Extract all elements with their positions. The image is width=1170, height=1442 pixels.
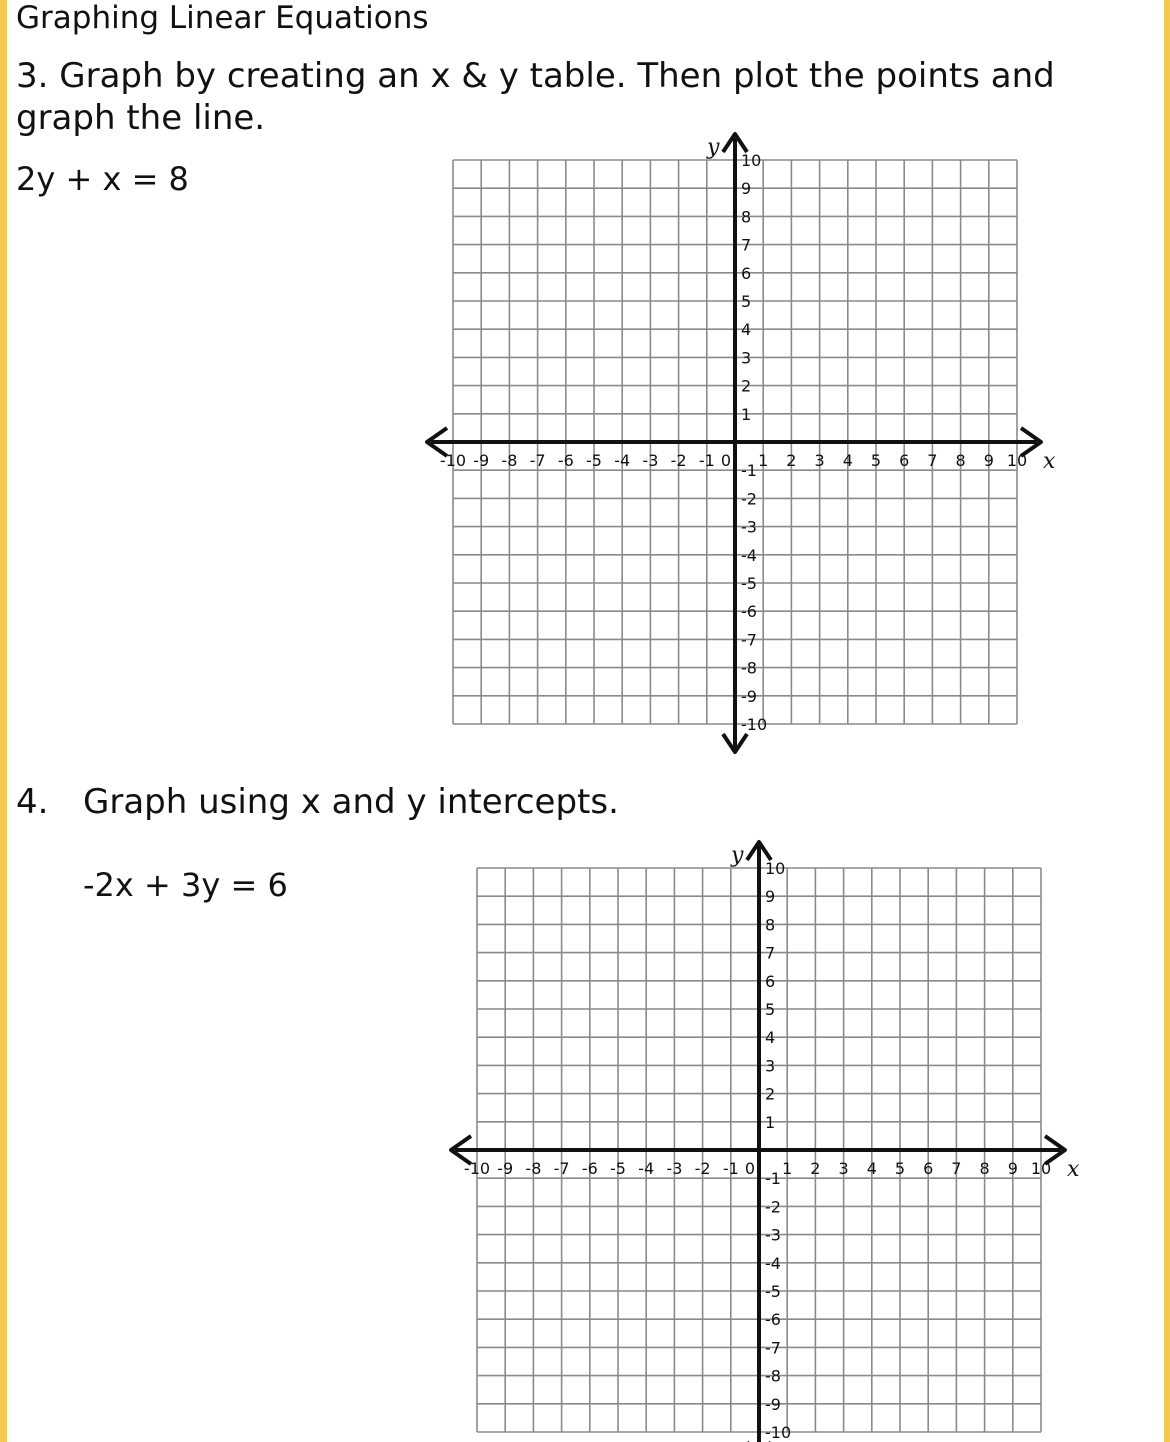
graph2-y-tick-label: 6 [765,971,776,991]
graph2-x-tick-label: -5 [610,1159,626,1178]
problem-3-equation: 2y + x = 8 [16,160,189,198]
graph2-y-tick-label: -2 [765,1197,781,1217]
graph1-y-tick-label: -6 [741,602,757,622]
graph2-x-tick-label: -3 [666,1159,683,1178]
graph1-y-tick-label: 3 [741,348,752,368]
graph2-x-tick-label: -9 [497,1159,514,1178]
graph2-y-axis-name: y [731,843,744,868]
graph1-y-tick-label: -9 [741,686,757,706]
right-accent-border [1164,0,1170,1442]
graph2-x-tick-label: -2 [694,1159,711,1178]
graph2-y-tick-label: -3 [765,1225,781,1245]
graph1-y-tick-label: -3 [741,517,757,537]
graph2-y-tick-label: -10 [765,1423,792,1442]
graph2-x-tick-label: -6 [581,1159,598,1178]
graph2-y-tick-label: -9 [765,1394,781,1414]
graph1-x-tick-label: -9 [473,451,490,470]
graph2-y-tick-label: 5 [765,1000,776,1019]
graph2-x-tick-label: 8 [979,1159,990,1178]
graph1-y-tick-label: 5 [741,292,752,311]
graph2-x-tick-label: -10 [463,1159,491,1178]
graph1-x-tick-label: 3 [814,451,825,470]
coordinate-grid-problem-3 [420,130,1060,760]
graph2-x-tick-label: 2 [810,1159,821,1178]
graph2-x-tick-label: 9 [1007,1159,1018,1178]
graph2-origin-label: 0 [744,1159,756,1178]
graph1-y-tick-label: 7 [741,235,752,255]
graph1-x-tick-label: -3 [642,451,659,470]
coordinate-grid-problem-4 [445,838,1085,1442]
problem-4-equation: -2x + 3y = 6 [83,866,288,904]
graph1-x-tick-label: -1 [698,451,715,470]
graph1-y-tick-label: -7 [741,630,757,650]
graph1-y-tick-label: 8 [741,207,752,227]
graph2-y-tick-label: -4 [765,1253,781,1273]
graph1-y-tick-label: -10 [741,715,768,734]
graph2-y-tick-label: -6 [765,1310,781,1330]
graph2-x-tick-label: -1 [722,1159,739,1178]
graph1-x-tick-label: 4 [842,451,853,470]
graph1-y-tick-label: 2 [741,376,752,396]
graph1-x-tick-label: 10 [1006,451,1028,470]
graph1-y-tick-label: -8 [741,658,757,678]
graph1-x-tick-label: 7 [927,451,938,470]
graph1-origin-label: 0 [720,451,732,470]
graph1-y-tick-label: 1 [741,404,752,424]
graph2-y-tick-label: 2 [765,1084,776,1104]
graph1-x-tick-label: -8 [501,451,518,470]
graph1-x-tick-label: -4 [614,451,631,470]
problem-4-instruction: Graph using x and y intercepts. [83,782,619,822]
problem-3-instruction-line-1: 3. Graph by creating an x & y table. Then plot the points and [16,56,1055,96]
graph1-y-tick-label: 9 [741,179,752,199]
graph2-x-tick-label: 3 [838,1159,849,1178]
graph2-x-axis-name: x [1067,1157,1080,1182]
left-accent-border [0,0,7,1442]
graph1-y-tick-label: 6 [741,263,752,283]
graph1-y-axis-name: y [707,135,720,160]
graph2-y-tick-label: 3 [765,1056,776,1076]
graph1-x-tick-label: -7 [529,451,546,470]
graph1-x-tick-label: -5 [586,451,602,470]
graph1-y-tick-label: 4 [741,320,752,340]
graph1-x-tick-label: -6 [557,451,574,470]
graph1-x-tick-label: -10 [439,451,467,470]
graph2-x-tick-label: 5 [894,1159,906,1178]
graph2-y-tick-label: 4 [765,1028,776,1048]
graph1-y-tick-label: -2 [741,489,757,509]
graph2-x-tick-label: -8 [525,1159,542,1178]
graph2-x-tick-label: 4 [866,1159,877,1178]
graph2-x-tick-label: 1 [782,1159,793,1178]
graph2-y-tick-label: 10 [765,859,786,878]
problem-4-number: 4. [16,782,49,822]
graph2-y-tick-label: -1 [765,1169,781,1189]
graph2-y-tick-label: -7 [765,1338,781,1358]
graph2-x-tick-label: 6 [923,1159,934,1178]
graph2-y-tick-label: 8 [765,915,776,935]
graph2-y-tick-label: 1 [765,1112,776,1132]
graph1-x-tick-label: -2 [670,451,687,470]
graph2-x-tick-label: -7 [553,1159,570,1178]
graph2-y-tick-label: -8 [765,1366,781,1386]
graph1-y-tick-label: -5 [741,574,757,593]
page-title: Graphing Linear Equations [16,0,429,36]
graph2-y-tick-label: -5 [765,1282,781,1301]
graph1-x-tick-label: 1 [758,451,769,470]
graph1-x-axis-name: x [1043,449,1056,474]
graph2-x-tick-label: 7 [951,1159,962,1178]
graph1-x-tick-label: 9 [983,451,994,470]
graph2-x-tick-label: 10 [1030,1159,1052,1178]
graph2-y-tick-label: 7 [765,943,776,963]
graph2-y-tick-label: 9 [765,887,776,907]
graph1-x-tick-label: 8 [955,451,966,470]
graph1-x-tick-label: 5 [870,451,882,470]
graph1-y-tick-label: -4 [741,545,757,565]
graph1-y-tick-label: -1 [741,461,757,481]
graph1-x-tick-label: 6 [899,451,910,470]
graph1-y-tick-label: 10 [741,151,762,170]
graph2-x-tick-label: -4 [638,1159,655,1178]
problem-3-instruction-line-2: graph the line. [16,98,266,138]
graph1-x-tick-label: 2 [786,451,797,470]
